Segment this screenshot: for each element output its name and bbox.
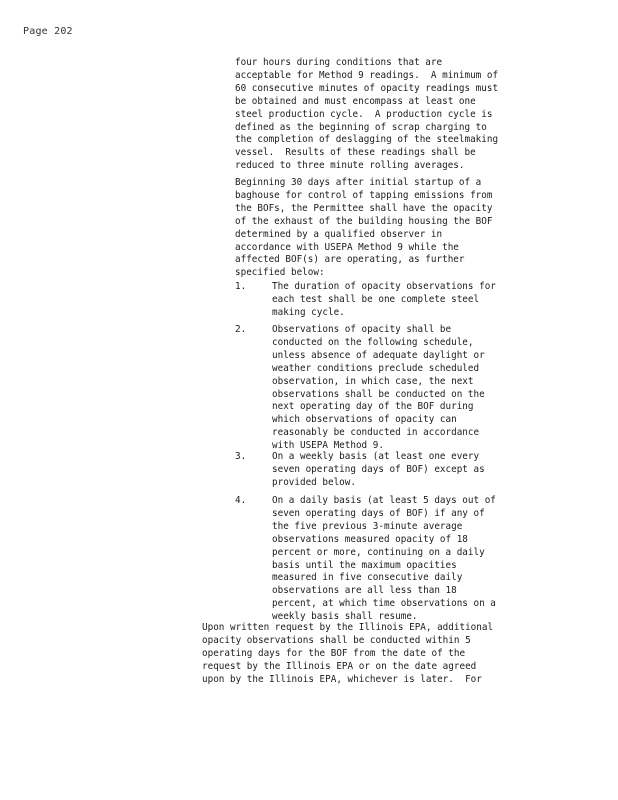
list-item-number: 1. bbox=[235, 281, 247, 292]
paragraph-opacity-readings: four hours during conditions that are acceptable for Method 9 readings. A minimum of 60 consecutive minutes of opacity readings must be obtained and must encompass at least one steel production cycle. A production cycle is defined as the beginning of scrap charging to the completion of deslagging of the steelmaking vessel. Results of these readings shall be reduced to three minute rolling averages. bbox=[235, 57, 499, 172]
list-item-text: On a daily basis (at least 5 days out of seven operating days of BOF) if any of the five previous 3-minute average observations measured opacity of 18 percent or more, continuing on a daily basis until the maximum opacities measured in five consecutive daily observations are all less than 18 percent, at which time observations on a weekly basis shall resume. bbox=[272, 495, 496, 623]
list-item-number: 3. bbox=[235, 451, 247, 462]
paragraph-written-request: Upon written request by the Illinois EPA, additional opacity observations shall be conducted within 5 operating days for the BOF from the date of the request by the Illinois EPA or on the date agreed upon by the Illinois EPA, whichever is later. For bbox=[202, 622, 494, 685]
list-item-text: The duration of opacity observations for each test shall be one complete steel making cycle. bbox=[272, 281, 496, 318]
list-item-number: 4. bbox=[235, 495, 247, 506]
list-item bbox=[235, 495, 527, 625]
list-item-text: On a weekly basis (at least one every seven operating days of BOF) except as provided below. bbox=[272, 451, 485, 488]
page-number: Page 202 bbox=[23, 26, 73, 37]
list-item bbox=[235, 281, 527, 321]
list-item bbox=[235, 451, 527, 491]
paragraph-baghouse-opacity: Beginning 30 days after initial startup of a baghouse for control of tapping emissions from the BOFs, the Permittee shall have the opacity of the exhaust of the building housing the BOF determined by a qualified observer in accordance with USEPA Method 9 while the affected BOF(s) are operating, as further specified below: bbox=[235, 177, 493, 279]
list-item bbox=[235, 324, 527, 454]
list-item-number: 2. bbox=[235, 324, 247, 335]
list-item-text: Observations of opacity shall be conducted on the following schedule, unless absence of adequate daylight or weather conditions preclude scheduled observation, in which case, the next observations shall be conducted on the next operating day of the BOF during which observations of opacity can reasonably be conducted in accordance with USEPA Method 9. bbox=[272, 324, 485, 452]
